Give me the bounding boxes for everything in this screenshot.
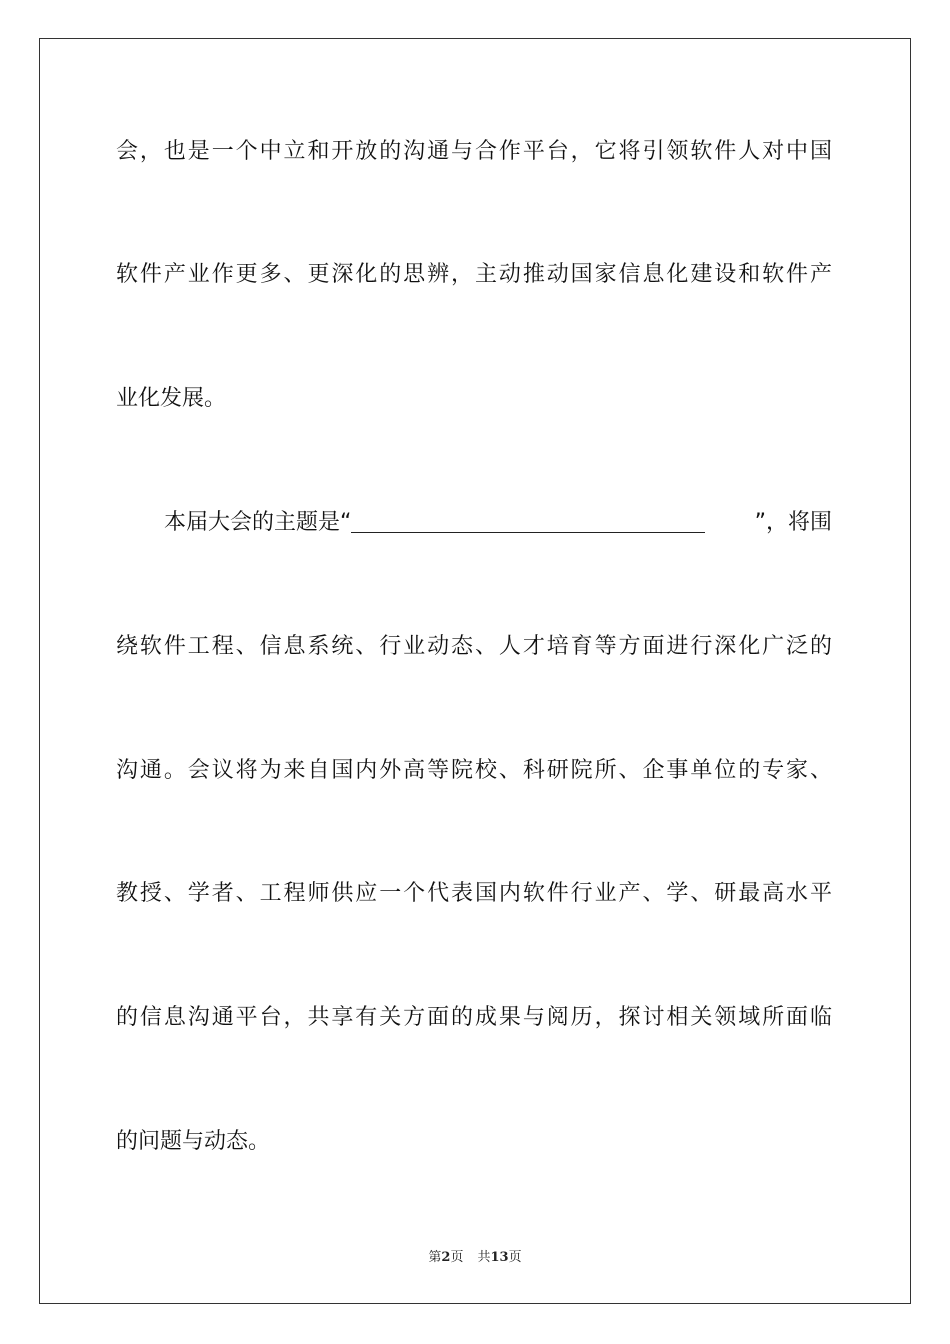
body-line-2: 软件产业作更多、更深化的思辨，主动推动国家信息化建设和软件产	[116, 262, 832, 287]
page-border	[39, 38, 911, 1304]
page-footer	[0, 1246, 950, 1265]
body-line-5: 绕软件工程、信息系统、行业动态、人才培育等方面进行深化广泛的	[116, 634, 832, 659]
body-line-3: 业化发展。	[116, 386, 227, 411]
total-pages: 13	[490, 1250, 509, 1265]
body-line-4	[164, 508, 832, 538]
body-line-6: 沟通。会议将为来自国内外高等院校、科研院所、企事单位的专家、	[116, 758, 832, 783]
theme-suffix: ”，将围	[754, 510, 832, 535]
page-prefix: 第	[428, 1250, 442, 1265]
body-line-8: 的信息沟通平台，共享有关方面的成果与阅历，探讨相关领域所面临	[116, 1005, 832, 1030]
page-number: 2	[441, 1250, 451, 1265]
theme-blank	[351, 512, 705, 533]
theme-prefix: 本届大会的主题是“	[164, 510, 352, 535]
page-suffix: 页	[450, 1250, 464, 1265]
body-line-7: 教授、学者、工程师供应一个代表国内软件行业产、学、研最高水平	[116, 881, 832, 906]
body-line-9: 的问题与动态。	[116, 1129, 271, 1154]
total-prefix: 共	[477, 1250, 491, 1265]
total-suffix: 页	[508, 1250, 522, 1265]
body-line-1: 会，也是一个中立和开放的沟通与合作平台，它将引领软件人对中国	[116, 139, 832, 164]
